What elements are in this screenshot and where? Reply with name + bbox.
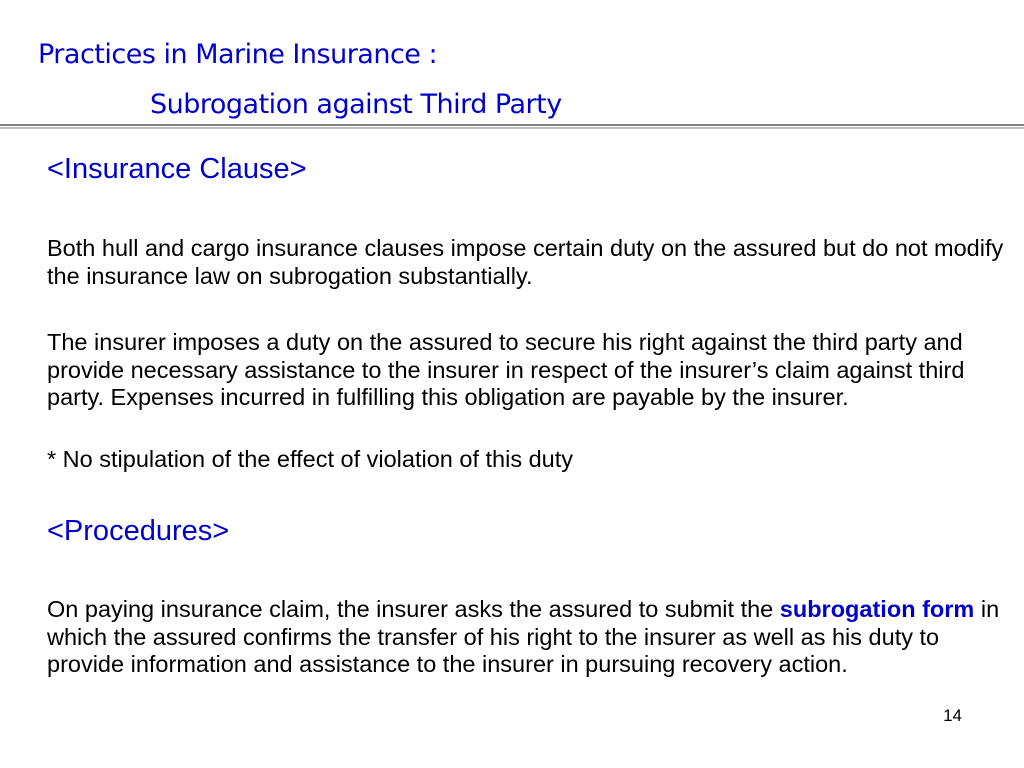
subrogation-form-term: subrogation form [779, 596, 975, 622]
slide-title [38, 30, 562, 130]
paragraph-insurer-duty: The insurer imposes a duty on the assured to secure his right against the third party and provide necessary assistance to the insurer in respect of the insurer’s claim against third party. Expenses incurred in fulfilling this obligation are payable by the insurer. [47, 329, 965, 410]
procedures-text-start: On paying insurance claim, the insurer asks the assured to submit the [47, 596, 780, 622]
note-no-stipulation: * No stipulation of the effect of violation of this duty [47, 446, 574, 472]
procedures-text-end: in which the assured confirms the transfer of his right to the insurer as well as his duty to provide information and assistance to the insurer in pursuing recovery action. [47, 596, 1000, 677]
title-line-1: Practices in Marine Insurance : [38, 39, 438, 70]
title-line-2: Subrogation against Third Party [150, 89, 562, 120]
page-number: 14 [943, 706, 962, 725]
title-divider [0, 124, 1024, 129]
procedures-heading: <Procedures> [47, 515, 230, 547]
paragraph-hull-cargo-clauses: Both hull and cargo insurance clauses impose certain duty on the assured but do not modify the insurance law on subrogation substantially. [47, 235, 1004, 289]
insurance-clause-heading: <Insurance Clause> [47, 153, 307, 185]
paragraph-procedures [47, 596, 1007, 679]
